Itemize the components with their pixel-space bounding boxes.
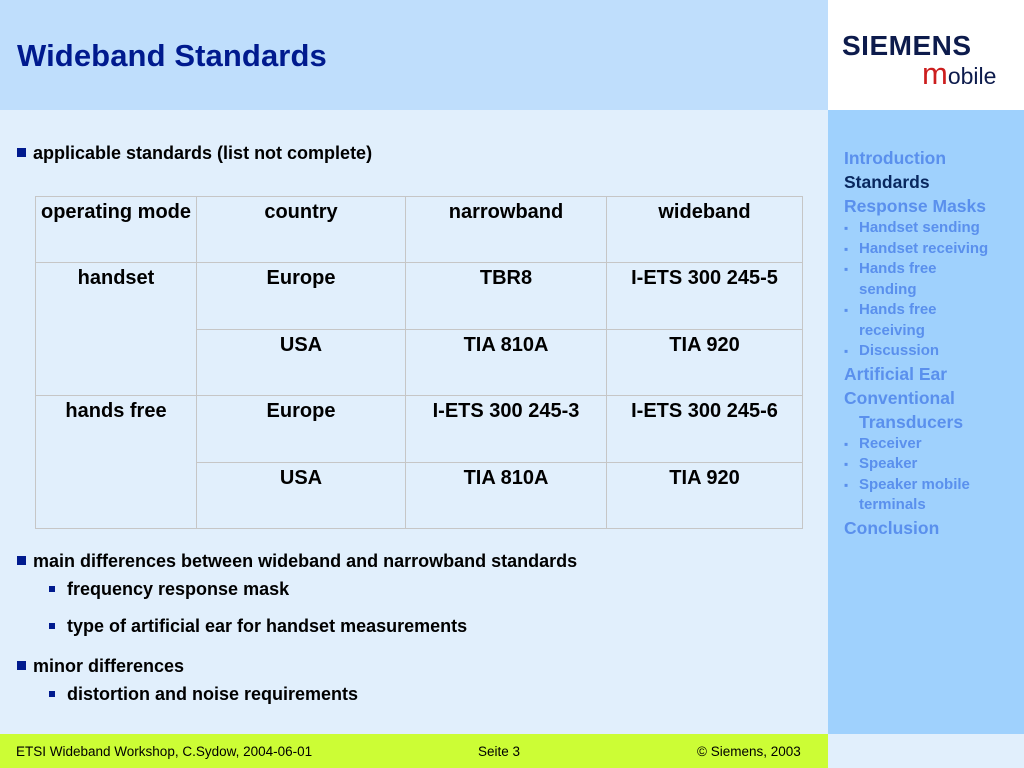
sidebar-nav <box>828 110 1024 734</box>
page-title: Wideband Standards <box>17 38 327 73</box>
nav-bullet-icon: ▪ <box>844 221 849 235</box>
nav-subitem-discussion[interactable]: ▪ Discussion <box>844 341 1022 362</box>
square-bullet-icon <box>17 148 26 157</box>
nav-subitem-speaker[interactable]: ▪ Speaker <box>844 454 1022 475</box>
standards-table <box>35 196 803 529</box>
nav-item-standards[interactable]: Standards <box>844 172 930 192</box>
table-cell: TIA 920 <box>607 462 803 528</box>
square-bullet-icon <box>17 556 26 565</box>
slide-header <box>0 0 828 110</box>
sub-bullet: type of artificial ear for handset measurements <box>49 616 467 637</box>
table-row <box>36 263 803 329</box>
bullet-intro: applicable standards (list not complete) <box>17 143 372 164</box>
table-cell: USA <box>197 462 406 528</box>
table-cell: TIA 920 <box>607 329 803 395</box>
nav-bullet-icon: ▪ <box>844 477 849 492</box>
table-cell: I-ETS 300 245-6 <box>607 396 803 462</box>
table-header-row <box>36 197 803 263</box>
nav-subitem-receiver[interactable]: ▪ Receiver <box>844 434 1022 455</box>
logo-brand: SIEMENS <box>842 30 972 61</box>
nav-bullet-icon: ▪ <box>844 262 849 276</box>
footer-page-number: Seite 3 <box>478 744 521 759</box>
nav-subitem-handset-receiving[interactable]: ▪ Handset receiving <box>844 239 1022 260</box>
table-cell: USA <box>197 329 406 395</box>
nav-subitem-handset-sending[interactable]: ▪ Handset sending <box>844 218 1022 239</box>
table-cell: Europe <box>197 263 406 329</box>
nav-item-conventional-transducers[interactable]: Conventional Transducers <box>844 387 964 432</box>
bullet-minor-differences: minor differences <box>17 656 184 677</box>
nav-item-conclusion[interactable]: Conclusion <box>844 517 940 538</box>
table-header-cell: wideband <box>607 197 803 263</box>
bullet-main-differences: main differences between wideband and narrowband standards <box>17 551 577 572</box>
small-square-bullet-icon <box>49 623 55 629</box>
table-header-cell: narrowband <box>406 197 607 263</box>
table-header-cell: operating mode <box>36 197 197 263</box>
nav-bullet-icon: ▪ <box>844 241 849 256</box>
footer-copyright: © Siemens, 2003 <box>697 744 801 759</box>
nav-list <box>844 146 1022 540</box>
slide-footer <box>0 734 828 768</box>
table-header-cell: country <box>197 197 406 263</box>
nav-bullet-icon: ▪ <box>844 457 849 471</box>
nav-bullet-icon: ▪ <box>844 436 849 451</box>
table-cell: Europe <box>197 396 406 462</box>
nav-item-artificial-ear[interactable]: Artificial Ear <box>844 363 948 384</box>
nav-subitem-hands-free-sending[interactable]: ▪ Hands free sending <box>844 260 937 298</box>
table-row <box>36 396 803 462</box>
footer-event-author-date: ETSI Wideband Workshop, C.Sydow, 2004-06-01 <box>16 744 313 759</box>
sub-bullet: distortion and noise requirements <box>49 684 358 705</box>
nav-subitem-speaker-mobile-terminals[interactable]: ▪ Speaker mobile terminals <box>844 475 970 513</box>
table-cell: handset <box>36 263 197 396</box>
small-square-bullet-icon <box>49 691 55 697</box>
nav-item-introduction[interactable]: Introduction <box>844 148 947 168</box>
sub-bullet: frequency response mask <box>49 579 289 600</box>
nav-bullet-icon: ▪ <box>844 344 849 358</box>
table-cell: I-ETS 300 245-5 <box>607 263 803 329</box>
nav-bullet-icon: ▪ <box>844 303 849 317</box>
table-cell: TIA 810A <box>406 462 607 528</box>
siemens-mobile-logo <box>828 0 1024 110</box>
square-bullet-icon <box>17 661 26 670</box>
small-square-bullet-icon <box>49 586 55 592</box>
logo-mobile: mobile <box>922 56 997 91</box>
nav-subitem-hands-free-receiving[interactable]: ▪ Hands free receiving <box>844 301 937 339</box>
footer-right-panel <box>828 734 1024 768</box>
table-cell: hands free <box>36 396 197 529</box>
table-cell: I-ETS 300 245-3 <box>406 396 607 462</box>
nav-item-response-masks[interactable]: Response Masks <box>844 196 987 216</box>
table-cell: TBR8 <box>406 263 607 329</box>
table-cell: TIA 810A <box>406 329 607 395</box>
